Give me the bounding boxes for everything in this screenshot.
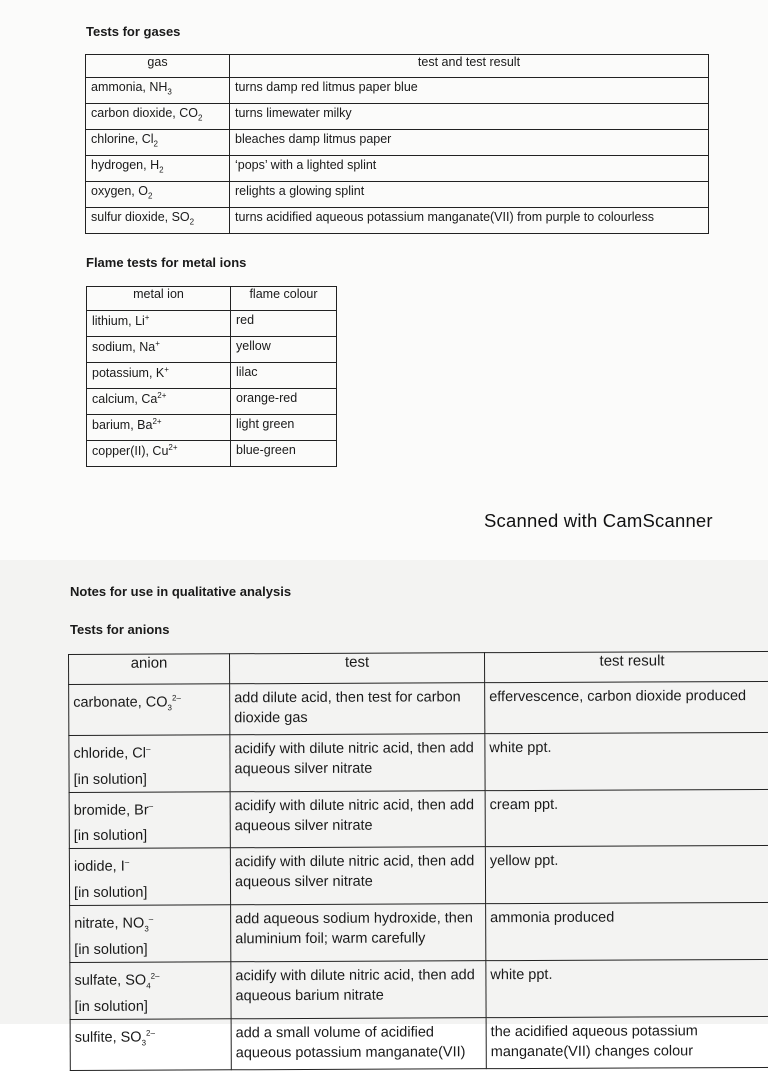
test-cell: add a small volume of acidified aqueous potassium manganate(VII) bbox=[231, 1017, 486, 1069]
anion-cell bbox=[69, 735, 230, 792]
anion-subscript: 3 bbox=[144, 925, 148, 934]
anion-charge: 2– bbox=[151, 971, 160, 980]
anion-subscript: 3 bbox=[142, 1038, 146, 1047]
result-cell: white ppt. bbox=[485, 732, 768, 790]
column-header: flame colour bbox=[231, 287, 337, 311]
table-row bbox=[87, 311, 337, 337]
ion-name: copper(II), Cu bbox=[92, 444, 168, 458]
result-cell: white ppt. bbox=[486, 959, 768, 1017]
gas-cell bbox=[86, 78, 230, 104]
table-header-row bbox=[69, 651, 768, 684]
table-row bbox=[87, 415, 337, 441]
test-cell: acidify with dilute nitric acid, then add aqueous silver nitrate bbox=[230, 847, 485, 905]
table-row bbox=[86, 104, 709, 130]
table-header-row bbox=[87, 287, 337, 311]
anions-heading: Tests for anions bbox=[70, 622, 169, 637]
gas-name: carbon dioxide, CO bbox=[91, 106, 198, 120]
camscanner-watermark: Scanned with CamScanner bbox=[484, 510, 713, 532]
ion-name: barium, Ba bbox=[92, 418, 152, 432]
colour-cell: blue-green bbox=[231, 441, 337, 467]
anion-subscript: 4 bbox=[146, 981, 150, 990]
ion-charge: 2+ bbox=[152, 417, 161, 426]
ion-charge: 2+ bbox=[168, 443, 177, 452]
table-row bbox=[87, 363, 337, 389]
gases-heading: Tests for gases bbox=[86, 24, 180, 39]
gas-subscript: 3 bbox=[167, 88, 171, 97]
table-row bbox=[69, 732, 768, 792]
colour-cell: lilac bbox=[231, 363, 337, 389]
column-header: anion bbox=[69, 654, 230, 685]
anion-state: [in solution] bbox=[74, 942, 147, 958]
test-cell: add aqueous sodium hydroxide, then aluminium foil; warm carefully bbox=[231, 904, 486, 962]
anion-charge: – bbox=[125, 858, 129, 867]
colour-cell: red bbox=[231, 311, 337, 337]
anion-cell bbox=[69, 792, 230, 849]
gas-cell bbox=[86, 182, 230, 208]
column-header: test and test result bbox=[230, 55, 709, 78]
ion-name: lithium, Li bbox=[92, 314, 145, 328]
table-header-row bbox=[86, 55, 709, 78]
gas-subscript: 2 bbox=[198, 114, 202, 123]
anion-charge: – bbox=[149, 915, 153, 924]
anion-name: sulfite, SO bbox=[75, 1029, 142, 1045]
anion-charge: 2– bbox=[146, 1028, 155, 1037]
table-row bbox=[86, 208, 709, 234]
table-row bbox=[69, 681, 768, 735]
colour-cell: light green bbox=[231, 415, 337, 441]
table-row bbox=[69, 846, 768, 906]
gas-cell bbox=[86, 208, 230, 234]
ion-cell bbox=[87, 311, 231, 337]
column-header: test bbox=[230, 653, 485, 684]
notes-title: Notes for use in qualitative analysis bbox=[70, 584, 291, 599]
anion-name: iodide, I bbox=[74, 859, 125, 875]
table-row bbox=[70, 903, 768, 963]
ion-cell bbox=[87, 415, 231, 441]
ion-charge: + bbox=[164, 365, 169, 374]
test-cell: acidify with dilute nitric acid, then add aqueous silver nitrate bbox=[230, 734, 485, 792]
result-cell: ‘pops’ with a lighted splint bbox=[230, 156, 709, 182]
test-cell: acidify with dilute nitric acid, then add aqueous barium nitrate bbox=[231, 961, 486, 1019]
anion-name: sulfate, SO bbox=[74, 972, 146, 988]
gas-tests-table bbox=[85, 54, 709, 234]
anion-cell bbox=[70, 1018, 231, 1070]
table-row bbox=[86, 156, 709, 182]
anion-name: nitrate, NO bbox=[74, 916, 144, 932]
table-row bbox=[69, 789, 768, 849]
table-row bbox=[87, 337, 337, 363]
table-row bbox=[86, 182, 709, 208]
anion-state: [in solution] bbox=[74, 828, 147, 844]
anion-cell bbox=[69, 848, 230, 905]
anion-state: [in solution] bbox=[74, 771, 147, 787]
column-header: gas bbox=[86, 55, 230, 78]
table-row bbox=[70, 959, 768, 1019]
gas-subscript: 2 bbox=[190, 218, 194, 227]
table-row bbox=[86, 78, 709, 104]
colour-cell: orange-red bbox=[231, 389, 337, 415]
result-cell: turns damp red litmus paper blue bbox=[230, 78, 709, 104]
anion-cell bbox=[70, 905, 231, 962]
table-row bbox=[87, 441, 337, 467]
ion-cell bbox=[87, 363, 231, 389]
gas-subscript: 2 bbox=[159, 166, 163, 175]
flame-heading: Flame tests for metal ions bbox=[86, 255, 246, 270]
anion-state: [in solution] bbox=[75, 998, 148, 1014]
anion-charge: 2– bbox=[172, 694, 181, 703]
anion-charge: – bbox=[146, 745, 150, 754]
result-cell: effervescence, carbon dioxide produced bbox=[485, 681, 768, 733]
colour-cell: yellow bbox=[231, 337, 337, 363]
test-cell: acidify with dilute nitric acid, then add aqueous silver nitrate bbox=[230, 790, 485, 848]
anion-tests-table bbox=[68, 651, 768, 1071]
anion-state: [in solution] bbox=[74, 885, 147, 901]
result-cell: relights a glowing splint bbox=[230, 182, 709, 208]
gas-cell bbox=[86, 156, 230, 182]
gas-name: oxygen, O bbox=[91, 184, 148, 198]
ion-charge: + bbox=[145, 313, 150, 322]
table-row bbox=[87, 389, 337, 415]
ion-cell bbox=[87, 337, 231, 363]
anion-cell bbox=[70, 962, 231, 1019]
ion-name: potassium, K bbox=[92, 366, 164, 380]
gas-name: ammonia, NH bbox=[91, 80, 167, 94]
anion-subscript: 3 bbox=[168, 703, 172, 712]
gas-name: sulfur dioxide, SO bbox=[91, 210, 190, 224]
ion-charge: 2+ bbox=[157, 391, 166, 400]
gas-cell bbox=[86, 130, 230, 156]
result-cell: yellow ppt. bbox=[485, 846, 768, 904]
result-cell: the acidified aqueous potassium manganate(VII) changes colour bbox=[486, 1016, 768, 1068]
gas-name: chlorine, Cl bbox=[91, 132, 154, 146]
column-header: metal ion bbox=[87, 287, 231, 311]
anion-name: chloride, Cl bbox=[73, 745, 146, 761]
anion-charge: – bbox=[149, 801, 153, 810]
ion-cell bbox=[87, 389, 231, 415]
result-cell: turns limewater milky bbox=[230, 104, 709, 130]
gas-subscript: 2 bbox=[154, 140, 158, 149]
gas-subscript: 2 bbox=[148, 192, 152, 201]
ion-name: calcium, Ca bbox=[92, 392, 157, 406]
gas-name: hydrogen, H bbox=[91, 158, 159, 172]
ion-name: sodium, Na bbox=[92, 340, 155, 354]
table-row bbox=[86, 130, 709, 156]
ion-charge: + bbox=[155, 339, 160, 348]
table-row bbox=[70, 1016, 768, 1070]
gas-cell bbox=[86, 104, 230, 130]
test-cell: add dilute acid, then test for carbon dioxide gas bbox=[230, 683, 485, 735]
flame-tests-table bbox=[86, 286, 337, 467]
result-cell: cream ppt. bbox=[485, 789, 768, 847]
anion-cell bbox=[69, 684, 230, 736]
ion-cell bbox=[87, 441, 231, 467]
result-cell: turns acidified aqueous potassium manganate(VII) from purple to colourless bbox=[230, 208, 709, 234]
result-cell: bleaches damp litmus paper bbox=[230, 130, 709, 156]
column-header: test result bbox=[484, 651, 768, 682]
result-cell: ammonia produced bbox=[486, 903, 768, 961]
anion-name: bromide, Br bbox=[74, 802, 149, 818]
anion-name: carbonate, CO bbox=[73, 694, 167, 710]
